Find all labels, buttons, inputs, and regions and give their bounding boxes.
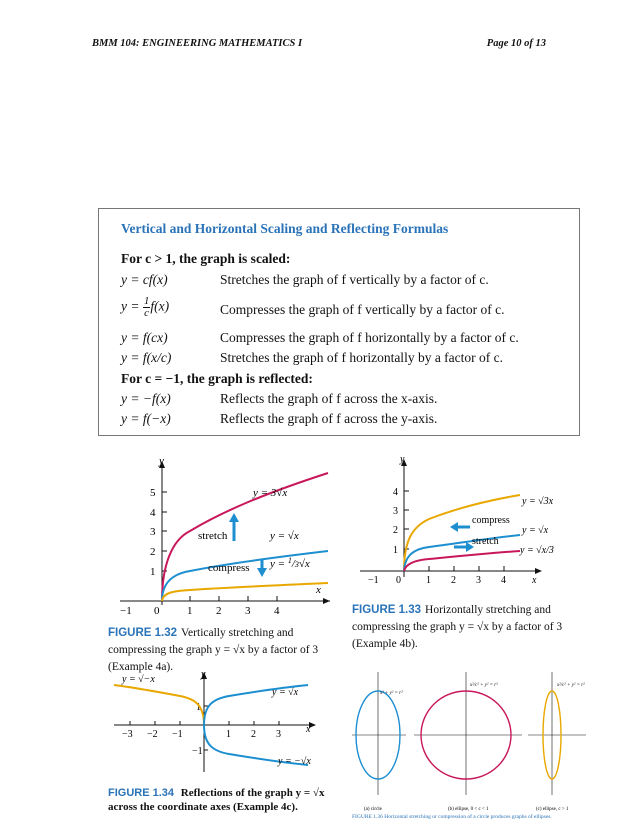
y-tick-label: 5 — [150, 487, 156, 499]
y-tick-label: 1 — [196, 702, 201, 713]
label-third-sqrtx: y = $^1$/3√x — [270, 556, 310, 570]
up-arrow-icon — [229, 513, 239, 522]
x-tick-label: −1 — [368, 575, 379, 586]
box-title: Vertical and Horizontal Scaling and Reflecting Formulas — [121, 221, 449, 236]
x-tick-label: 2 — [251, 729, 256, 740]
y-axis-label: y — [159, 455, 164, 467]
x-tick-label: 3 — [245, 605, 251, 617]
panel-ellipse-wide — [414, 672, 522, 812]
figure-1-34-plot — [108, 668, 340, 778]
ellipse-narrow-equation: x²/c² + y² = r² — [557, 683, 585, 688]
x-tick-label: 1 — [187, 605, 193, 617]
y-tick-label: 3 — [150, 526, 156, 538]
label-sqrt3x: y = √3x — [522, 496, 554, 507]
y-tick-label: 2 — [393, 525, 398, 536]
label-sqrt-neg-x: y = √−x — [122, 674, 155, 685]
panel-circle — [352, 672, 406, 812]
x-tick-label: 4 — [501, 575, 506, 586]
fraction: $\frac{1}{c}$ — [143, 295, 150, 319]
x-tick-label: 2 — [451, 575, 456, 586]
y-axis-label: y — [400, 454, 405, 465]
x-tick-label: 1 — [226, 729, 231, 740]
compress-label: compress — [472, 515, 510, 526]
x-tick-label: 3 — [476, 575, 481, 586]
x-tick-label: −1 — [172, 729, 183, 740]
x-axis-label: x — [532, 575, 537, 586]
curve-sqrt-neg-x — [114, 685, 204, 725]
label-sqrtx: y = √x — [522, 525, 549, 536]
figure-1-36-plot — [350, 670, 590, 820]
x-axis-label: x — [306, 724, 311, 735]
y-tick-label: 1 — [393, 545, 398, 556]
figure-1-33-caption: FIGURE 1.33 Horizontally stretching and compressing the graph y = √x by a factor of 3 (Example 4b). — [352, 604, 563, 650]
curve-third-sqrtx — [162, 583, 328, 601]
curve-3sqrtx — [162, 473, 328, 601]
x-tick-label: 2 — [216, 605, 222, 617]
formula-box: Vertical and Horizontal Scaling and Reflecting Formulas For c > 1, the graph is scaled: y = cf(x) Stretches the graph of f vertically by a factor of c. y = $\frac{1}{c}$ f(x) Compresses the graph of f vertically by a factor of c. y = f(cx) Compresses the graph of f horizontally by a factor of c. y = f(x/c) Stretches the graph of f horizontally by a factor of c. For c = −1, the graph is reflected: y = −f(x) Reflects the graph of f across the x-axis. y = f(−x) Reflects the graph of f across the y-axis. — [98, 208, 580, 436]
header-right: Page 10 of 13 — [486, 38, 546, 49]
y-tick-label: 2 — [150, 546, 156, 558]
x-axis-arrow — [323, 598, 330, 604]
y-tick-label: 3 — [393, 506, 398, 517]
label-3sqrtx: y = 3√x — [253, 487, 288, 499]
x-tick-label: −3 — [122, 729, 133, 740]
header-left: BMM 104: ENGINEERING MATHEMATICS I — [92, 38, 303, 49]
label-sqrtx: y = √x — [272, 687, 299, 698]
subcaption-a: (a) circle — [364, 807, 382, 812]
stretch-label: stretch — [472, 536, 499, 547]
x-tick-label: 3 — [276, 729, 281, 740]
ellipse-wide-equation: x²/c² + y² = r² — [470, 683, 498, 688]
figure-1-32-caption: FIGURE 1.32 Vertically stretching and compressing the graph y = √x by a factor of 3 (Example 4a). — [108, 627, 319, 673]
subcaption-b: (b) ellipse, 0 < c < 1 — [448, 807, 489, 812]
y-tick-label: −1 — [192, 746, 203, 757]
x-tick-label: 0 — [154, 605, 160, 617]
figure-1-33-plot — [350, 455, 580, 595]
x-tick-label: 1 — [426, 575, 431, 586]
left-arrow-icon — [450, 522, 458, 532]
subcaption-c: (c) ellipse, c > 1 — [536, 807, 569, 812]
curve-sqrt-x-over-3 — [404, 551, 520, 571]
x-tick-label: 0 — [396, 575, 401, 586]
figure-1-34-caption: FIGURE 1.34 Reflections of the graph y = √x across the coordinate axes (Example 4c). — [108, 787, 325, 813]
figure-1-32-plot — [110, 455, 335, 615]
y-tick-label: 1 — [150, 566, 156, 578]
y-tick-label: 4 — [150, 507, 156, 519]
y-axis-label: y — [201, 669, 206, 680]
x-tick-label: 4 — [274, 605, 280, 617]
panel-ellipse-narrow — [528, 672, 586, 812]
label-neg-sqrtx: y = −√x — [278, 756, 311, 767]
x-tick-label: −2 — [147, 729, 158, 740]
down-arrow-icon — [257, 568, 267, 577]
circle-equation: x² + y² = r² — [380, 691, 403, 696]
y-tick-label: 4 — [393, 487, 398, 498]
x-axis-arrow — [535, 568, 542, 574]
reflect-heading: For c = −1, the graph is reflected: — [121, 371, 313, 386]
x-tick-label: −1 — [120, 605, 132, 617]
label-sqrtx: y = √x — [270, 530, 299, 542]
figure-1-36-caption: FIGURE 1.36 Horizontal stretching or compression of a circle produces graphs of ellipses. — [352, 814, 552, 820]
stretch-label: stretch — [198, 530, 228, 542]
compress-label: compress — [208, 562, 250, 574]
x-axis-label: x — [316, 584, 321, 596]
label-sqrt-x-over-3: y = √x/3 — [520, 545, 554, 556]
scaled-heading: For c > 1, the graph is scaled: — [121, 251, 291, 266]
